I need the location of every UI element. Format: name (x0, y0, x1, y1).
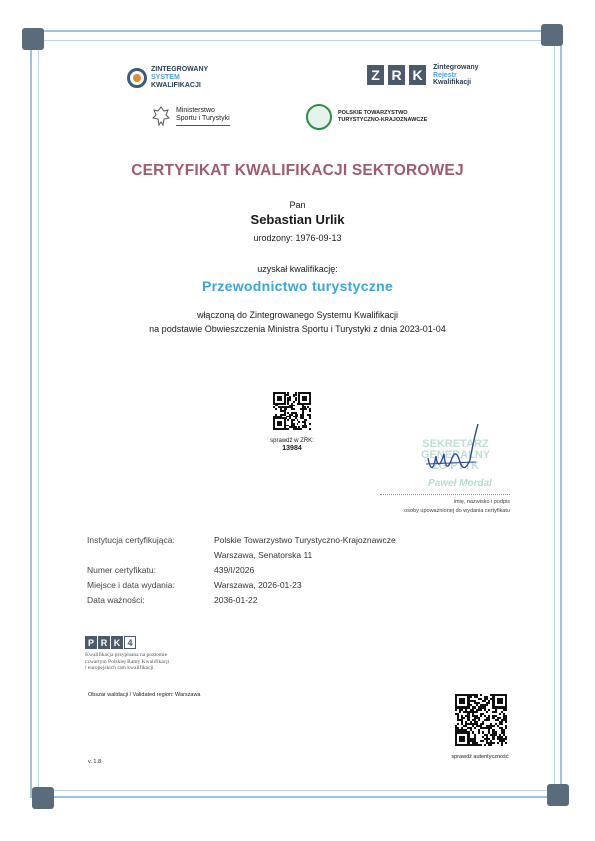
certificate-title: CERTYFIKAT KWALIFIKACJI SEKTOROWEJ (131, 162, 464, 179)
eagle-emblem-icon (152, 105, 170, 127)
corner-ornament-bottom-left (32, 787, 54, 809)
salutation: Pan (289, 200, 306, 210)
zrk-check: sprawdź w ZRK: 13984 (260, 437, 324, 453)
signature-caption-authorized: osoby upoważnionej do wydania certyfikatu (404, 508, 510, 514)
pttk-logo-text: POLSKIE TOWARZYSTWO TURYSTYCZNO-KRAJOZNAWCZE (338, 110, 428, 123)
prk-level-boxes: P R K 4 (85, 636, 205, 649)
zrk-logo-text: Zintegrowany Rejestr Kwalifikacji (433, 64, 479, 86)
inclusion-text: włączoną do Zintegrowanego Systemu Kwalifikacji (196, 310, 399, 320)
corner-ornament-top-left (22, 28, 44, 50)
zsk-logo (127, 66, 208, 90)
validated-region: Obszar walidacji / Validated region: Warszawa (88, 692, 201, 698)
qualification-name: Przewodnictwo turystyczne (201, 278, 394, 294)
zrk-number: 13984 (282, 445, 302, 452)
zsk-logo-icon (127, 68, 147, 88)
document-version: v. 1.8 (88, 759, 102, 765)
ministry-logo (152, 105, 230, 127)
signature-line (380, 494, 510, 495)
authenticity-qr-code[interactable] (455, 694, 507, 746)
ministry-logo-text: Ministerstwo Sportu i Turystyki (176, 107, 230, 126)
prk-badge (85, 636, 205, 672)
stamp-signatory-name: Paweł Mordal (428, 478, 492, 489)
pttk-logo (306, 104, 427, 130)
prk-description: Kwalifikacja przypisana na poziomie czwartym Polskiej Ramy Kwalifikacji i europejskich ram kwalifikacji (85, 652, 170, 671)
corner-ornament-top-right (541, 24, 563, 46)
obtained-label: uzyskał kwalifikację: (257, 264, 338, 274)
zsk-logo-text: ZINTEGROWANY SYSTEM KWALIFIKACJI (151, 66, 209, 89)
zrk-logo: Z R K Zintegrowany Rejestr Kwalifikacji (367, 64, 479, 87)
zrk-qr-code[interactable] (273, 392, 311, 430)
signature-caption: imię, nazwisko i podpis (453, 499, 510, 505)
corner-ornament-bottom-right (547, 784, 569, 806)
official-stamp: SEKRETARZ GENERALNY ZG PTTK (420, 438, 491, 472)
legal-basis-text: na podstawie Obwieszczenia Ministra Sportu i Turystyki z dnia 2023-01-04 (149, 324, 446, 334)
verify-authenticity-label: sprawdź autentyczność (451, 754, 509, 760)
pttk-emblem-icon (306, 104, 332, 130)
birth-date: urodzony: 1976-09-13 (253, 233, 342, 243)
holder-name: Sebastian Urlik (250, 212, 345, 227)
